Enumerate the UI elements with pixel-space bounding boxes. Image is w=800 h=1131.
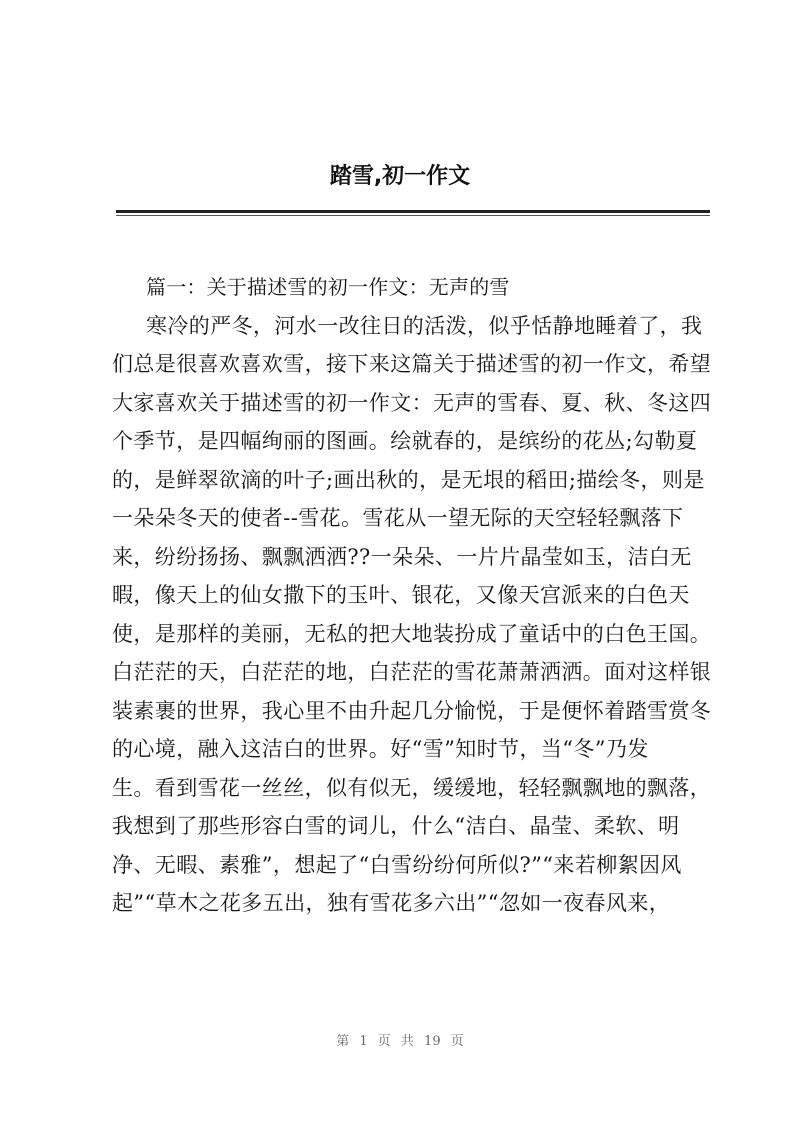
title-rule-thick <box>116 210 710 213</box>
paragraph-line: 起”“草木之花多五出，独有雪花多六出”“忽如一夜春风来， <box>112 891 671 915</box>
paragraph-line: 一朵朵冬天的使者--雪花。雪花从一望无际的天空轻轻飘落下 <box>112 506 684 530</box>
body-text <box>112 268 712 923</box>
section-heading: 篇一：关于描述雪的初一作文：无声的雪 <box>146 275 510 299</box>
paragraph-line: 个季节，是四幅绚丽的图画。绘就春的，是缤纷的花丛;勾勒夏 <box>112 429 698 453</box>
paragraph-line: 净、无暇、素雅”，想起了“白雪纷纷何所似?”“来若柳絮因风 <box>112 852 682 877</box>
paragraph-line: 的心境，融入这洁白的世界。好“雪”知时节，当“冬”乃发 <box>112 737 649 761</box>
paragraph-line: 白茫茫的天，白茫茫的地，白茫茫的雪花萧萧洒洒。面对这样银 <box>112 660 712 684</box>
paragraph-line: 的，是鲜翠欲滴的叶子;画出秋的，是无垠的稻田;描绘冬，则是 <box>112 467 705 492</box>
paragraph-line: 暇，像天上的仙女撒下的玉叶、银花，又像天宫派来的白色天 <box>112 583 690 607</box>
page-footer: 第 1 页 共 19 页 <box>336 1034 464 1049</box>
paragraph-line: 我想到了那些形容白雪的词儿，什么“洁白、晶莹、柔软、明 <box>112 814 680 838</box>
paragraph-line: 装素裹的世界，我心里不由升起几分愉悦，于是便怀着踏雪赏冬 <box>112 698 712 723</box>
paragraph-line: 生。看到雪花一丝丝，似有似无，缓缓地，轻轻飘飘地的飘落， <box>112 775 712 800</box>
paragraph-line: 使，是那样的美丽，无私的把大地装扮成了童话中的白色王国。 <box>112 621 712 646</box>
paragraph-line: 们总是很喜欢喜欢雪，接下来这篇关于描述雪的初一作文，希望 <box>112 352 712 376</box>
paragraph-line: 大家喜欢关于描述雪的初一作文：无声的雪春、夏、秋、冬这四 <box>112 390 712 415</box>
paragraph-line: 来，纷纷扬扬、飘飘洒洒??一朵朵、一片片晶莹如玉，洁白无 <box>112 544 692 569</box>
page-title: 踏雪,初一作文 <box>329 164 471 189</box>
title-rule-thin <box>116 215 710 216</box>
paragraph-line: 寒冷的严冬，河水一改往日的活泼，似乎恬静地睡着了，我 <box>146 313 703 338</box>
